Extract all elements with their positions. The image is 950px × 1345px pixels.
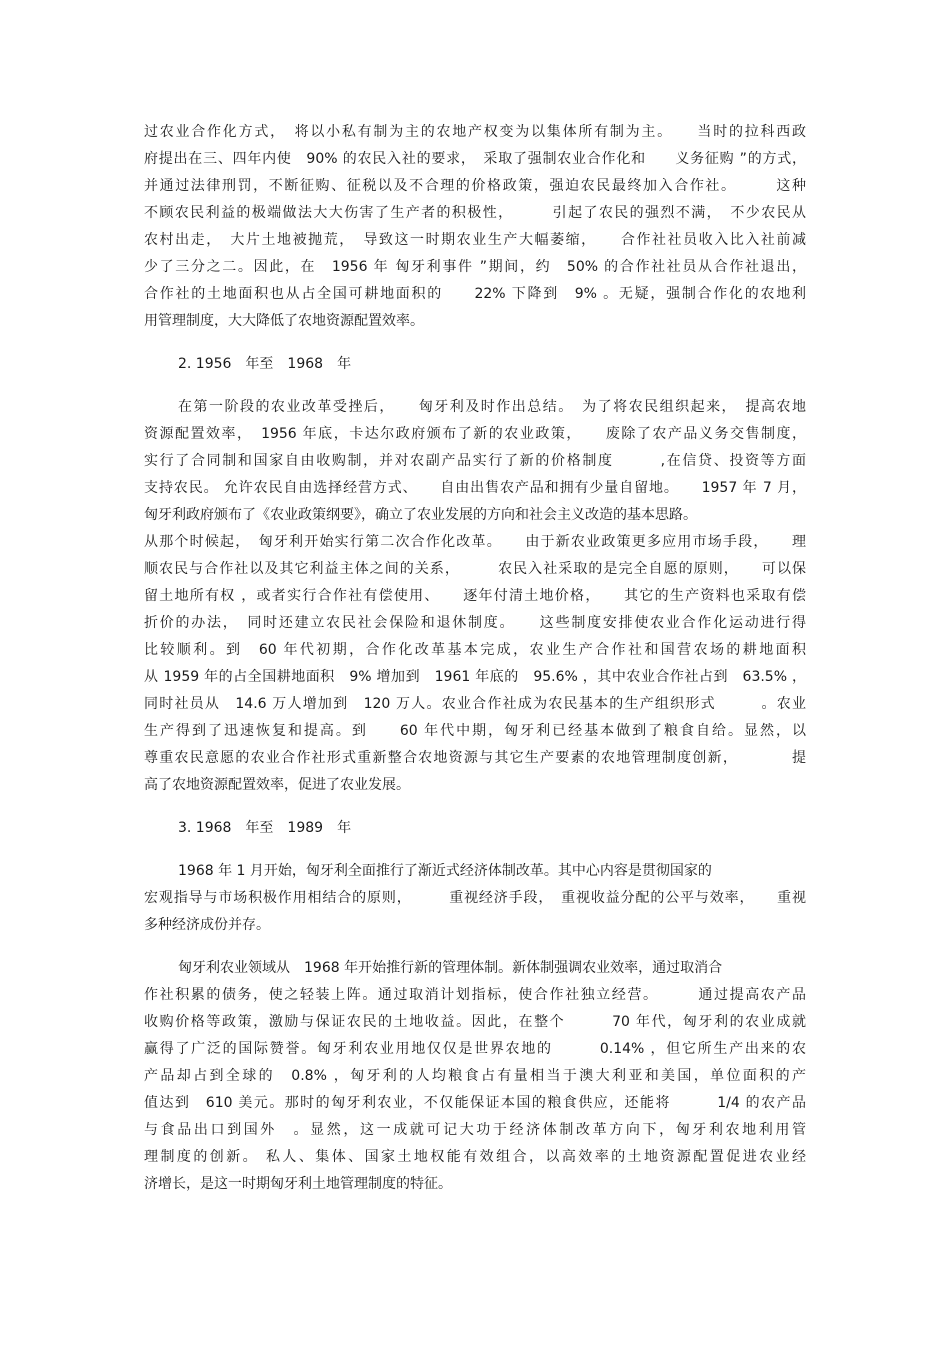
section-heading-2: 2. 1956 年至 1968 年 [178,356,352,372]
paragraph-1 [144,119,806,335]
text-line: 实行了合同制和国家自由收购制，并对农副产品实行了新的价格制度 ,在信贷、投资等方面 [144,453,806,469]
text-line: 少了三分之二。因此，在 1956 年 匈牙利事件 ”期间，约 50% 的合作社社员从合作社退出， [144,259,806,275]
paragraph-3 [144,858,806,939]
text-line: 高了农地资源配置效率，促进了农业发展。 [144,777,410,793]
text-line: 农村出走， 大片土地被抛荒， 导致这一时期农业生产大幅萎缩， 合作社社员收入比入社前减 [144,232,806,248]
spacer [144,378,806,394]
text-line: 在第一阶段的农业改革受挫后， 匈牙利及时作出总结。 为了将农民组织起来， 提高农地 [178,399,806,415]
text-line: 府提出在三、四年内使 90% 的农民入社的要求， 采取了强制农业合作化和 义务征购 ”的方式， [144,151,806,167]
text-line: 产品却占到全球的 0.8% ，匈牙利的人均粮食占有量相当于澳大利亚和美国，单位面积的产 [144,1068,806,1084]
text-line: 不顾农民利益的极端做法大大伤害了生产者的积极性， 引起了农民的强烈不满， 不少农民从 [144,205,806,221]
text-line: 从那个时候起， 匈牙利开始实行第二次合作化改革。 由于新农业政策更多应用市场手段， 理 [144,534,806,550]
text-line: 与食品出口到国外 。显然，这一成就可记大功于经济体制改革方向下，匈牙利农地利用管 [144,1122,806,1138]
spacer [144,799,806,815]
text-line: 济增长，是这一时期匈牙利土地管理制度的特征。 [144,1176,452,1192]
text-line: 生产得到了迅速恢复和提高。到 60 年代中期，匈牙利已经基本做到了粮食自给。显然，以 [144,723,806,739]
text-line: 并通过法律刑罚，不断征购、征税以及不合理的价格政策，强迫农民最终加入合作社。 这种 [144,178,806,194]
text-line: 比较顺利。到 60 年代初期，合作化改革基本完成，农业生产合作社和国营农场的耕地面积 [144,642,806,658]
text-line: 用管理制度，大大降低了农地资源配置效率。 [144,313,424,329]
text-line: 同时社员从 14.6 万人增加到 120 万人。农业合作社成为农民基本的生产组织形式 。农业 [144,696,806,712]
spacer [144,335,806,351]
text-line: 折价的办法， 同时还建立农民社会保险和退休制度。 这些制度安排使农业合作化运动进行得 [144,615,806,631]
text-line: 支持农民。 允许农民自由选择经营方式、 自由出售农产品和拥有少量自留地。 1957 年 7 月， [144,480,806,496]
text-line: 资源配置效率， 1956 年底，卡达尔政府颁布了新的农业政策， 废除了农产品义务交售制度， [144,426,806,442]
section-heading-3: 3. 1968 年至 1989 年 [178,820,352,836]
text-line: 合作社的土地面积也从占全国可耕地面积的 22% 下降到 9% 。无疑，强制合作化的农地利 [144,286,806,302]
text-line: 顺农民与合作社以及其它利益主体之间的关系， 农民入社采取的是完全自愿的原则， 可以保 [144,561,806,577]
text-line: 过农业合作化方式， 将以小私有制为主的农地产权变为以集体所有制为主。 当时的拉科西政 [144,124,806,140]
text-line: 作社积累的债务，使之轻装上阵。通过取消计划指标，使合作社独立经营。 通过提高农产品 [144,987,806,1003]
text-line: 留土地所有权 ，或者实行合作社有偿使用、 逐年付清土地价格， 其它的生产资料也采取有偿 [144,588,806,604]
text-line: 多种经济成份并存。 [144,917,270,933]
text-line: 匈牙利政府颁布了《农业政策纲要》，确立了农业发展的方向和社会主义改造的基本思路。 [144,507,697,523]
text-line: 匈牙利农业领域从 1968 年开始推行新的管理体制。新体制强调农业效率，通过取消合 [178,960,723,976]
paragraph-4 [144,955,806,1198]
document-body [144,119,806,1198]
spacer [144,939,806,955]
text-line: 值达到 610 美元。那时的匈牙利农业，不仅能保证本国的粮食供应，还能将 1/4 的农产品 [144,1095,806,1111]
text-line: 尊重农民意愿的农业合作社形式重新整合农地资源与其它生产要素的农地管理制度创新， 提 [144,750,806,766]
text-line: 宏观指导与市场积极作用相结合的原则， 重视经济手段， 重视收益分配的公平与效率， 重视 [144,890,806,906]
text-line: 收购价格等政策，激励与保证农民的土地收益。因此，在整个 70 年代，匈牙利的农业成就 [144,1014,806,1030]
text-line: 理制度的创新。 私人、集体、国家土地权能有效组合，以高效率的土地资源配置促进农业经 [144,1149,806,1165]
paragraph-2 [144,394,806,799]
text-line: 赢得了广泛的国际赞誉。匈牙利农业用地仅仅是世界农地的 0.14% ，但它所生产出来的农 [144,1041,806,1057]
text-line: 从 1959 年的占全国耕地面积 9% 增加到 1961 年底的 95.6% ，其中农业合作社占到 63.5% ， [144,669,806,685]
text-line: 1968 年 1 月开始，匈牙利全面推行了渐近式经济体制改革。其中心内容是贯彻国家的 [178,863,712,879]
spacer [144,842,806,858]
